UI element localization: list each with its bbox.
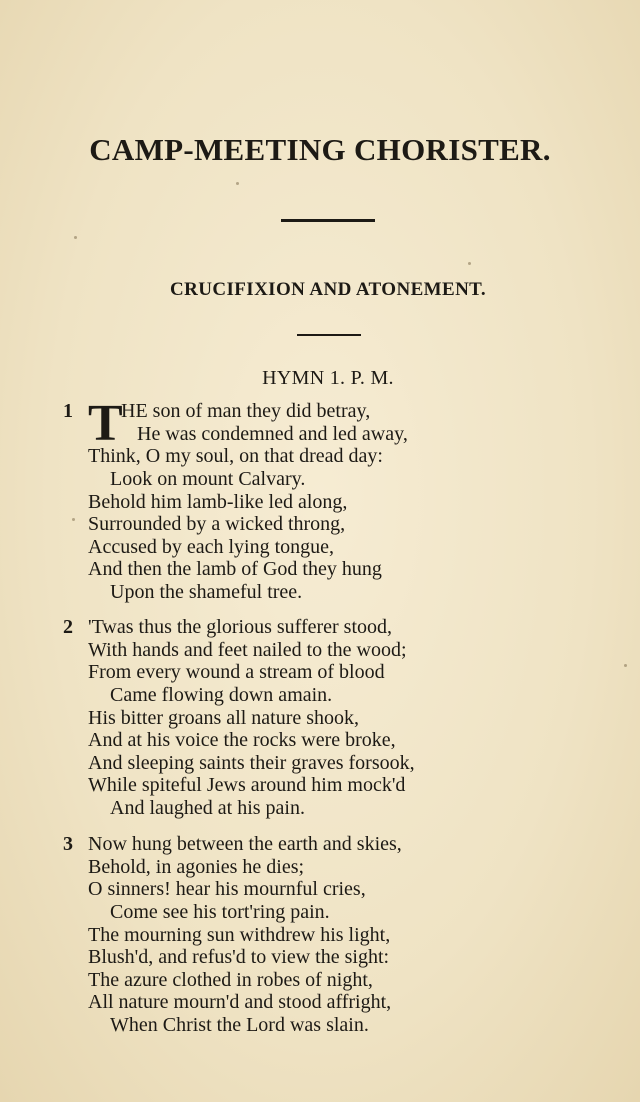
verse-line: And then the lamb of God they hung [88, 558, 382, 580]
verse-line: With hands and feet nailed to the wood; [88, 639, 407, 661]
verse-line: Behold, in agonies he dies; [88, 856, 305, 878]
verse-line: Came flowing down amain. [110, 684, 333, 706]
verse-line: Look on mount Calvary. [110, 468, 306, 490]
verse-line: And sleeping saints their graves forsook, [88, 752, 415, 774]
verse-line: Surrounded by a wicked throng, [88, 513, 346, 535]
verse-line: He was condemned and led away, [137, 423, 408, 445]
verse-number: 2 [63, 616, 73, 638]
section-heading: CRUCIFIXION AND ATONEMENT. [169, 279, 486, 300]
hymn-title: HYMN 1. P. M. [262, 367, 394, 389]
verse-line: Accused by each lying tongue, [88, 536, 335, 558]
verse-line: Come see his tort'ring pain. [110, 901, 330, 923]
title-rule [281, 219, 375, 222]
paper-speck [236, 182, 239, 185]
verse-line: O sinners! hear his mournful cries, [88, 878, 366, 900]
verse-line: While spiteful Jews around him mock'd [88, 774, 406, 796]
verse-line: All nature mourn'd and stood affright, [88, 991, 392, 1013]
paper-speck [74, 236, 77, 239]
verse-line: The mourning sun withdrew his light, [88, 924, 391, 946]
verse-line: And laughed at his pain. [110, 797, 305, 819]
verse-number: 3 [63, 833, 73, 855]
verse-line: From every wound a stream of blood [88, 661, 385, 683]
section-rule [297, 334, 361, 336]
verse-line: And at his voice the rocks were broke, [88, 729, 396, 751]
drop-cap: T [88, 395, 123, 452]
verse-line: Now hung between the earth and skies, [88, 833, 402, 855]
verse-line: When Christ the Lord was slain. [110, 1014, 369, 1036]
verse-line: His bitter groans all nature shook, [88, 707, 360, 729]
verse-line: Blush'd, and refus'd to view the sight: [88, 946, 390, 968]
verse-line: Think, O my soul, on that dread day: [88, 445, 383, 467]
verse-number: 1 [63, 400, 73, 422]
paper-speck [624, 664, 627, 667]
verse-line: Upon the shameful tree. [110, 581, 303, 603]
verse-line: HE son of man they did betray, [121, 400, 371, 422]
verse-line: The azure clothed in robes of night, [88, 969, 373, 991]
paper-speck [72, 518, 75, 521]
verse-line: Behold him lamb-like led along, [88, 491, 348, 513]
verse-line: 'Twas thus the glorious sufferer stood, [88, 616, 393, 638]
paper-speck [468, 262, 471, 265]
page-title: CAMP-MEETING CHORISTER. [89, 132, 551, 167]
